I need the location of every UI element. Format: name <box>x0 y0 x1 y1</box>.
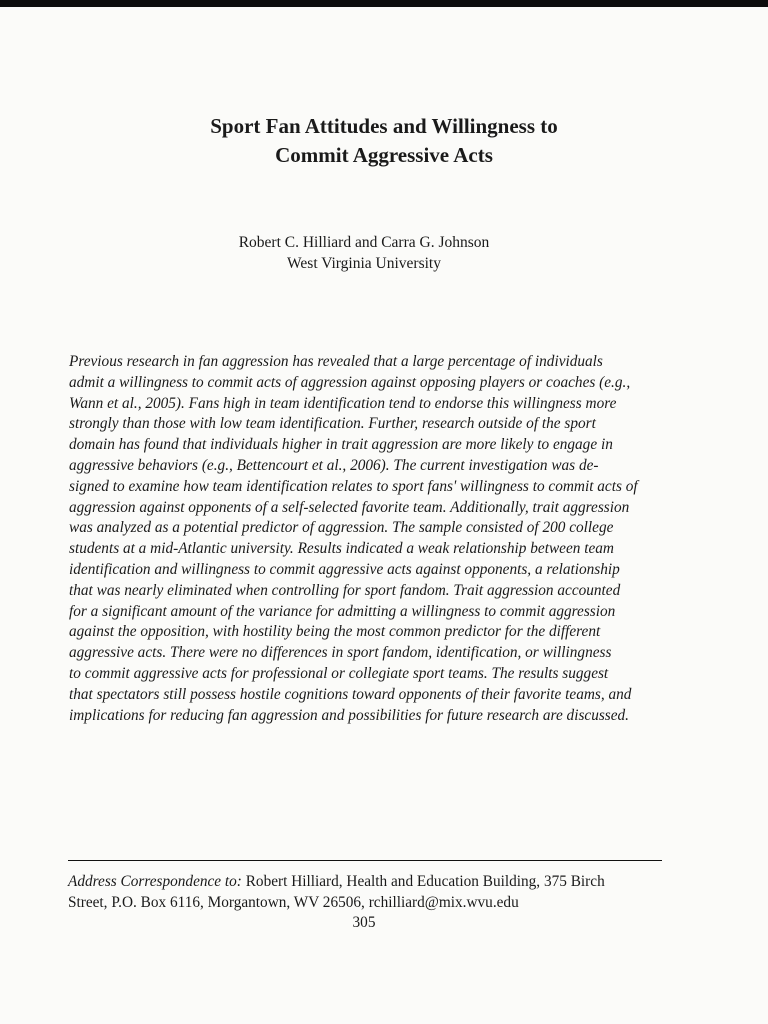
title-line: Commit Aggressive Acts <box>275 143 493 167</box>
abstract-line: was analyzed as a potential predictor of aggression. The sample consisted of 200 college <box>69 519 614 537</box>
footnote-line <box>68 872 668 893</box>
abstract-line: Previous research in fan aggression has revealed that a large percentage of individuals <box>69 353 603 370</box>
abstract-line: for a significant amount of the variance for admitting a willingness to commit aggression <box>69 602 616 620</box>
abstract-line: that spectators still possess hostile cognitions toward opponents of their favorite teams, and <box>69 685 632 703</box>
abstract-line: admit a willingness to commit acts of aggression against opposing players or coaches (e.g., <box>69 373 631 391</box>
footnote-address: Robert Hilliard, Health and Education Building, 375 Birch <box>241 873 605 890</box>
abstract-line: against the opposition, with hostility being the most common predictor for the different <box>69 623 601 641</box>
abstract-line: strongly than those with low team identification. Further, research outside of the sport <box>69 415 596 433</box>
title-line: Sport Fan Attitudes and Willingness to <box>210 114 558 138</box>
abstract-line: that was nearly eliminated when controlling for sport fandom. Trait aggression accounted <box>69 581 621 599</box>
abstract-line: signed to examine how team identification relates to sport fans' willingness to commit acts of <box>69 477 638 495</box>
scan-edge <box>0 0 768 7</box>
author-names: Robert C. Hilliard and Carra G. Johnson <box>238 234 490 251</box>
abstract-line: students at a mid-Atlantic university. Results indicated a weak relationship between team <box>69 540 614 558</box>
paper-title <box>0 112 768 170</box>
footnote-rule <box>68 860 662 861</box>
abstract-line: aggression against opponents of a self-selected favorite team. Additionally, trait aggression <box>69 498 630 516</box>
author-affiliation: West Virginia University <box>287 255 441 272</box>
abstract-line: implications for reducing fan aggression and possibilities for future research are discussed. <box>69 706 630 724</box>
abstract-line: Wann et al., 2005). Fans high in team identification tend to endorse this willingness more <box>69 394 617 412</box>
abstract-line: to commit aggressive acts for professional or collegiate sport teams. The results suggest <box>69 664 609 682</box>
footnote-lead: Address Correspondence to: <box>68 873 242 890</box>
footnote-line: Street, P.O. Box 6116, Morgantown, WV 26506, rchilliard@mix.wvu.edu <box>68 893 519 911</box>
abstract-line: domain has found that individuals higher in trait aggression are more likely to engage in <box>69 436 613 454</box>
abstract-line: aggressive acts. There were no differences in sport fandom, identification, or willingness <box>69 644 612 662</box>
abstract-line: aggressive behaviors (e.g., Bettencourt et al., 2006). The current investigation was de- <box>69 456 599 474</box>
abstract <box>69 352 679 726</box>
abstract-line: identification and willingness to commit aggressive acts against opponents, a relationship <box>69 560 620 578</box>
author-block <box>0 232 728 274</box>
page-number: 305 <box>352 914 376 931</box>
correspondence-footnote <box>68 872 668 913</box>
